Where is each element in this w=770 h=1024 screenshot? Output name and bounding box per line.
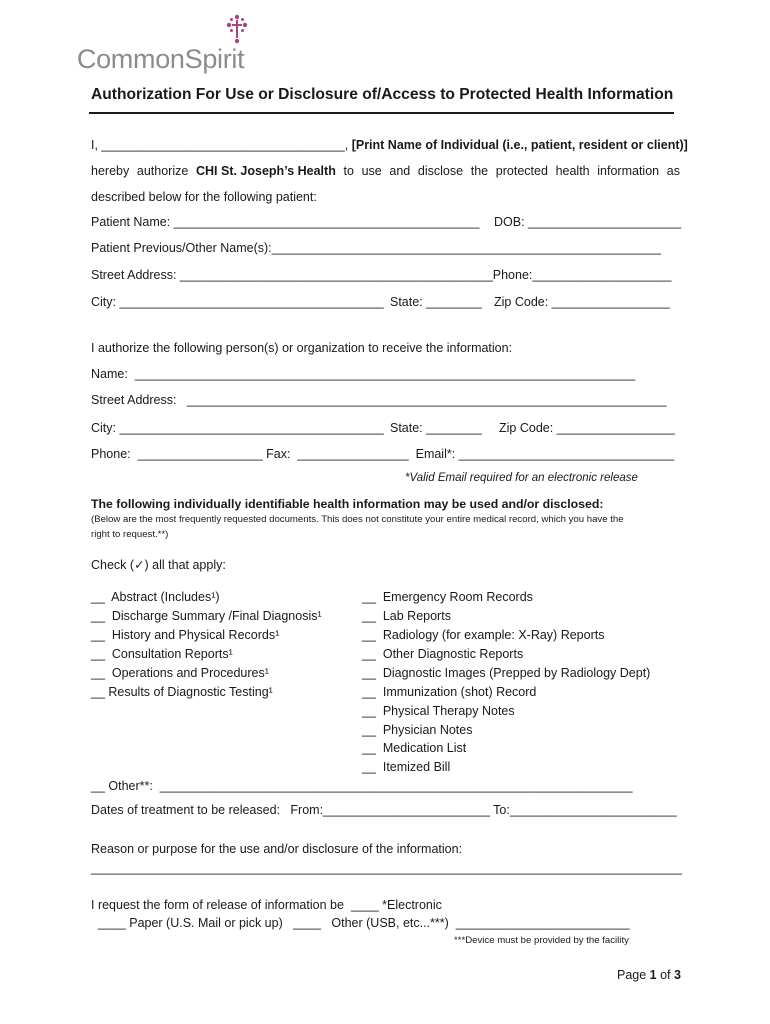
title-divider: [89, 112, 674, 114]
release-form-line-2[interactable]: ____ Paper (U.S. Mail or pick up) ____ Other (USB, etc...***) _________________________: [91, 916, 630, 930]
individual-name-label: [Print Name of Individual (i.e., patient, resident or client)]: [351, 138, 688, 152]
recipient-street-field[interactable]: Street Address: _____________________________________________________________________: [91, 393, 667, 407]
checkbox-item[interactable]: __ Operations and Procedures¹: [91, 666, 269, 680]
dob-field[interactable]: DOB: ______________________: [494, 215, 681, 229]
intro-line-1: [91, 138, 688, 152]
intro-word: authorize: [136, 164, 189, 178]
intro-word: and: [389, 164, 411, 178]
other-field[interactable]: __ Other**: ____________________________________________________________________: [91, 779, 633, 793]
intro-word: as: [666, 164, 680, 178]
intro-word: hereby: [91, 164, 130, 178]
reason-label: Reason or purpose for the use and/or disclosure of the information:: [91, 842, 463, 856]
release-form-line-1[interactable]: I request the form of release of information be ____ *Electronic: [91, 898, 442, 912]
checkbox-item[interactable]: __ History and Physical Records¹: [91, 628, 280, 642]
intro-word: the: [470, 164, 489, 178]
page-of: of: [656, 968, 674, 982]
page-label: Page: [617, 968, 650, 982]
intro-word: protected: [495, 164, 548, 178]
page-number: [617, 968, 681, 982]
treatment-dates-field[interactable]: Dates of treatment to be released: From:________________________ To:________________________: [91, 803, 677, 817]
intro-line-2: [91, 164, 680, 178]
intro-word: health: [555, 164, 590, 178]
recipient-phone-fax-email-field[interactable]: Phone: __________________ Fax: ________________ Email*: _______________________________: [91, 447, 675, 461]
device-note: ***Device must be provided by the facility: [454, 935, 629, 946]
checkbox-item[interactable]: __ Results of Diagnostic Testing¹: [91, 685, 273, 699]
page-total: 3: [674, 968, 681, 982]
info-note-line-1: (Below are the most frequently requested documents. This does not constitute your entire medical record, which you have the: [91, 514, 624, 525]
checkbox-item[interactable]: __ Consultation Reports¹: [91, 647, 233, 661]
checkbox-item[interactable]: __ Medication List: [362, 741, 467, 755]
checkbox-item[interactable]: __ Other Diagnostic Reports: [362, 647, 524, 661]
recipient-city-field[interactable]: City: ______________________________________: [91, 421, 384, 435]
recipient-intro: I authorize the following person(s) or organization to receive the information:: [91, 341, 513, 355]
logo-text: CommonSpirit: [76, 44, 245, 74]
recipient-zip-field[interactable]: Zip Code: _________________: [499, 421, 675, 435]
intro-line-3: described below for the following patient:: [91, 190, 317, 204]
intro-word: information: [597, 164, 660, 178]
checkbox-item[interactable]: __ Radiology (for example: X-Ray) Reports: [362, 628, 605, 642]
recipient-state-field[interactable]: State: ________: [390, 421, 482, 435]
reason-field[interactable]: _____________________________________________________________________________________: [91, 861, 682, 875]
individual-name-field[interactable]: I, ___________________________________,: [91, 138, 352, 152]
checkbox-item[interactable]: __ Physician Notes: [362, 723, 473, 737]
checkbox-item[interactable]: __ Diagnostic Images (Prepped by Radiology Dept): [362, 666, 651, 680]
commonspirit-logo: [68, 26, 244, 93]
patient-previous-names-field[interactable]: Patient Previous/Other Name(s):________________________________________________________: [91, 241, 661, 255]
info-note-line-2: right to request.**): [91, 529, 169, 540]
checkbox-item[interactable]: __ Emergency Room Records: [362, 590, 533, 604]
patient-city-field[interactable]: City: ______________________________________: [91, 295, 384, 309]
facility-name: CHI St. Joseph’s Health: [195, 164, 336, 178]
patient-street-phone-field[interactable]: Street Address: _____________________________________________Phone:____________________: [91, 268, 672, 282]
intro-word: use: [361, 164, 382, 178]
page-title: Authorization For Use or Disclosure of/Access to Protected Health Information: [91, 86, 674, 103]
checkbox-item[interactable]: __ Discharge Summary /Final Diagnosis¹: [91, 609, 322, 623]
patient-zip-field[interactable]: Zip Code: _________________: [494, 295, 670, 309]
recipient-name-field[interactable]: Name: ________________________________________________________________________: [91, 367, 636, 381]
logo-cross-icon: [226, 14, 248, 44]
info-heading: The following individually identifiable health information may be used and/or disclosed:: [91, 497, 604, 511]
intro-word: to: [343, 164, 354, 178]
page-current: 1: [649, 968, 657, 982]
checkbox-item[interactable]: __ Abstract (Includes¹): [91, 590, 220, 604]
email-note: *Valid Email required for an electronic release: [405, 472, 638, 484]
checkbox-item[interactable]: __ Immunization (shot) Record: [362, 685, 537, 699]
check-label: Check (✓) all that apply:: [91, 558, 226, 572]
checkbox-item[interactable]: __ Physical Therapy Notes: [362, 704, 515, 718]
checkbox-item[interactable]: __ Itemized Bill: [362, 760, 451, 774]
checkbox-item[interactable]: __ Lab Reports: [362, 609, 451, 623]
intro-word: disclose: [417, 164, 464, 178]
patient-state-field[interactable]: State: ________: [390, 295, 482, 309]
patient-name-field[interactable]: Patient Name: ____________________________________________: [91, 215, 480, 229]
